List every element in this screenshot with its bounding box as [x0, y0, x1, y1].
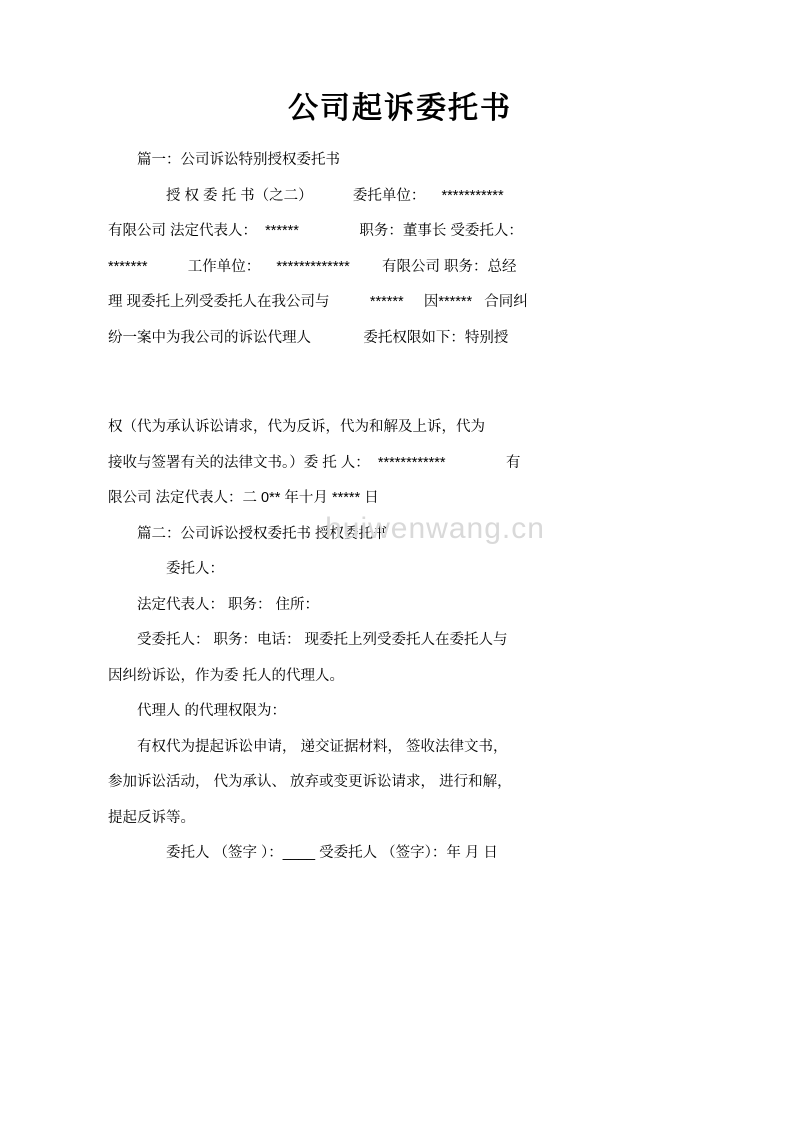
paragraph-4: ******* 工作单位： ************* 有限公司 职务：总经	[108, 258, 517, 275]
watermark-text: huiwenwang.cn	[325, 512, 545, 545]
paragraph-14: 因纠纷诉讼，作为委 托人的代理人。	[108, 667, 345, 684]
page-title: 公司起诉委托书	[288, 92, 512, 125]
paragraph-1: 篇一：公司诉讼特别授权委托书	[137, 152, 340, 168]
paragraph-12: 法定代表人： 职务： 住所：	[137, 596, 320, 613]
paragraph-8: 接收与签署有关的法律文书。）委 托 人： ************ 有	[108, 454, 521, 471]
paragraph-15: 代理人 的代理权限为：	[137, 703, 287, 720]
paragraph-18: 提起反诉等。	[108, 809, 195, 826]
paragraph-19: 委托人 （签字 ）：____ 受委托人 （签字）：年 月 日	[166, 845, 498, 862]
paragraph-10: 篇二：公司诉讼授权委托书 授权委托书	[137, 525, 388, 542]
paragraph-16: 有权代为提起诉讼申请， 递交证据材料， 签收法律文书，	[137, 738, 508, 755]
paragraph-13: 受委托人： 职务：电话： 现委托上列受委托人在委托人与	[137, 632, 508, 649]
paragraph-spacer	[108, 356, 692, 410]
paragraph-11: 委托人：	[166, 561, 224, 578]
paragraph-2: 授 权 委 托 书（之二） 委托单位： ***********	[166, 187, 504, 204]
paragraph-3: 有限公司 法定代表人： ****** 职务：董事长 受委托人：	[108, 223, 523, 240]
paragraph-17: 参加诉讼活动， 代为承认、 放弃或变更诉讼请求， 进行和解，	[108, 774, 512, 791]
paragraph-6: 纷一案中为我公司的诉讼代理人 委托权限如下：特别授	[108, 329, 509, 346]
paragraph-5: 理 现委托上列受委托人在我公司与 ****** 因****** 合同纠	[108, 294, 528, 311]
paragraph-9: 限公司 法定代表人：二 0** 年十月 ***** 日	[108, 490, 379, 507]
paragraph-7: 权（代为承认诉讼请求，代为反诉，代为和解及上诉，代为	[108, 419, 485, 436]
